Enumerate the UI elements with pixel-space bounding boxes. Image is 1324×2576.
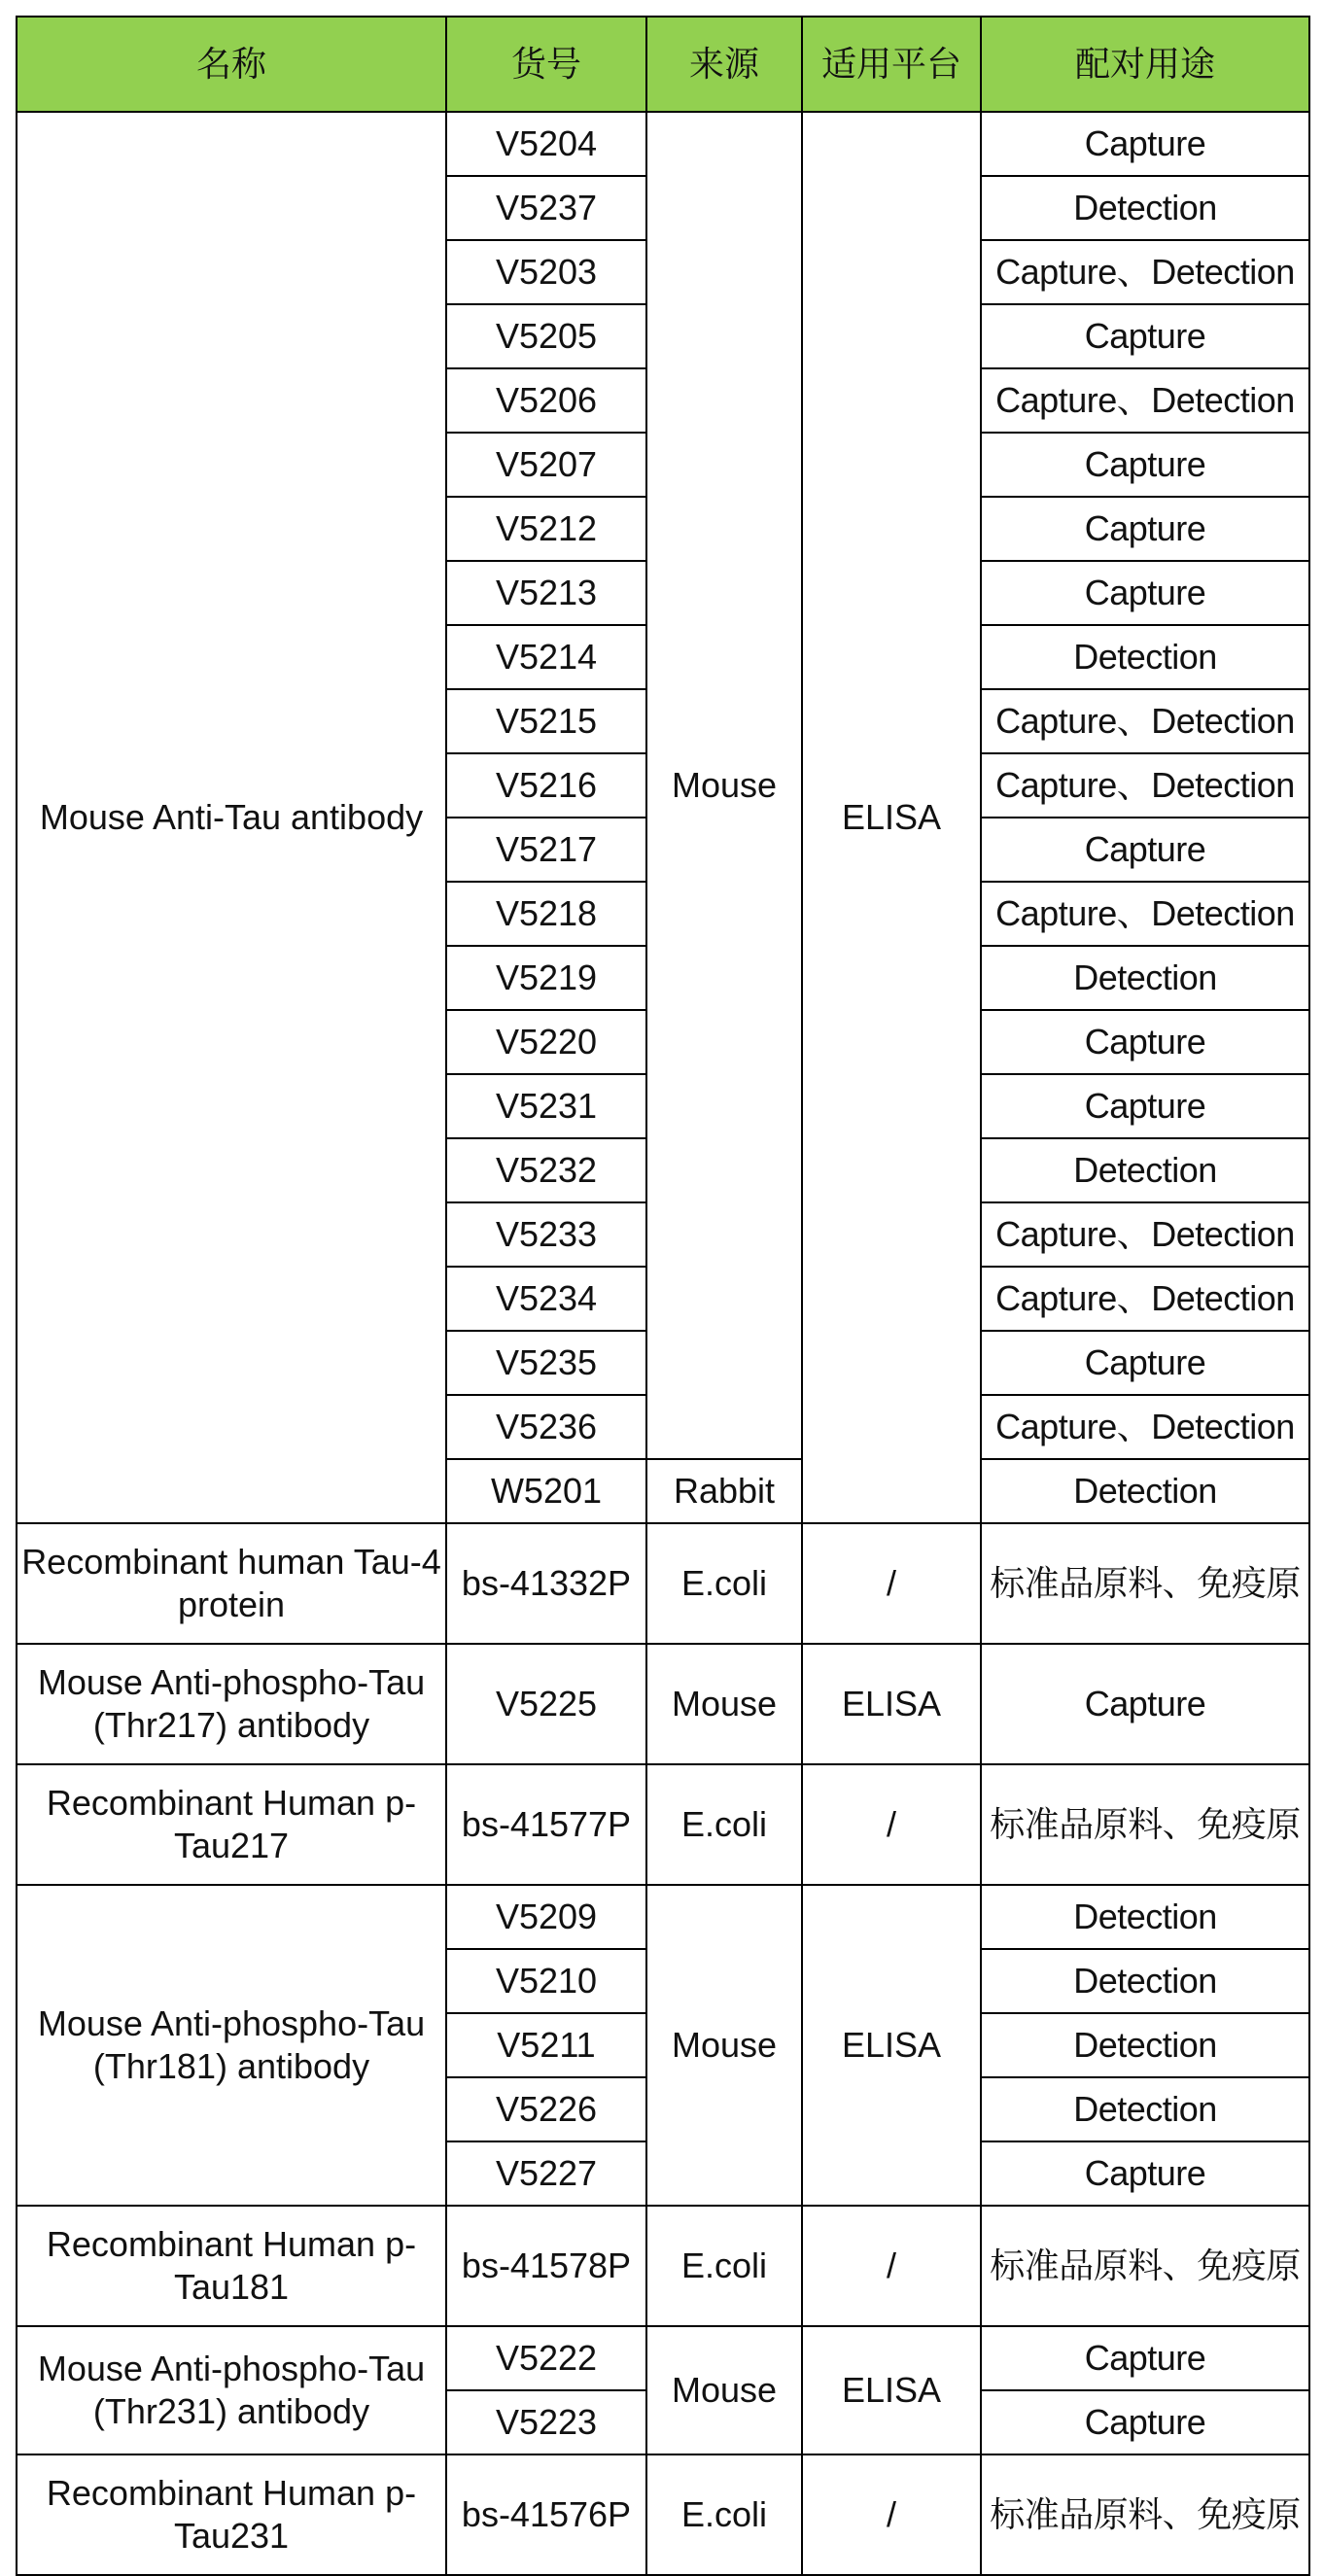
platform-cell: / (802, 1523, 981, 1644)
platform-cell: / (802, 2206, 981, 2326)
purpose-cell: Capture、Detection (981, 1267, 1309, 1331)
catalog-cell: V5231 (446, 1074, 646, 1138)
header-name: 名称 (17, 17, 446, 112)
catalog-cell: V5203 (446, 240, 646, 304)
catalog-cell: V5207 (446, 433, 646, 497)
catalog-cell: V5205 (446, 304, 646, 368)
catalog-cell: V5209 (446, 1885, 646, 1949)
header-purpose: 配对用途 (981, 17, 1309, 112)
purpose-cell: Capture (981, 497, 1309, 561)
catalog-cell: V5237 (446, 176, 646, 240)
catalog-cell: V5222 (446, 2326, 646, 2390)
table-body (17, 112, 1309, 2575)
catalog-cell: V5218 (446, 882, 646, 946)
catalog-cell: V5225 (446, 1644, 646, 1764)
platform-cell: ELISA (802, 2326, 981, 2454)
purpose-cell: Capture、Detection (981, 368, 1309, 433)
product-name-cell: Mouse Anti-Tau antibody (17, 112, 446, 1523)
catalog-cell: V5206 (446, 368, 646, 433)
catalog-cell: V5212 (446, 497, 646, 561)
purpose-cell: Detection (981, 1949, 1309, 2013)
source-cell: Rabbit (646, 1459, 802, 1523)
platform-cell: / (802, 1764, 981, 1885)
purpose-cell: Capture (981, 818, 1309, 882)
purpose-cell: Detection (981, 1885, 1309, 1949)
table-row (17, 2454, 1309, 2575)
table-row (17, 2206, 1309, 2326)
purpose-cell: Capture、Detection (981, 689, 1309, 753)
catalog-cell: V5217 (446, 818, 646, 882)
purpose-cell: Capture (981, 1644, 1309, 1764)
purpose-cell: Detection (981, 1459, 1309, 1523)
purpose-cell: Detection (981, 946, 1309, 1010)
purpose-cell: 标准品原料、免疫原 (981, 1523, 1309, 1644)
purpose-cell: Detection (981, 2077, 1309, 2141)
header-source: 来源 (646, 17, 802, 112)
purpose-cell: Capture、Detection (981, 1202, 1309, 1267)
purpose-cell: Capture (981, 2141, 1309, 2206)
purpose-cell: Capture、Detection (981, 240, 1309, 304)
catalog-cell: V5234 (446, 1267, 646, 1331)
purpose-cell: 标准品原料、免疫原 (981, 2454, 1309, 2575)
purpose-cell: Capture (981, 112, 1309, 176)
catalog-cell: V5204 (446, 112, 646, 176)
catalog-cell: W5201 (446, 1459, 646, 1523)
catalog-cell: V5236 (446, 1395, 646, 1459)
purpose-cell: Capture、Detection (981, 1395, 1309, 1459)
product-name-cell: Mouse Anti-phospho-Tau (Thr231) antibody (17, 2326, 446, 2454)
purpose-cell: 标准品原料、免疫原 (981, 2206, 1309, 2326)
catalog-cell: V5216 (446, 753, 646, 818)
source-cell: E.coli (646, 1523, 802, 1644)
purpose-cell: Capture (981, 2326, 1309, 2390)
purpose-cell: Capture (981, 433, 1309, 497)
platform-cell: ELISA (802, 112, 981, 1523)
source-cell: Mouse (646, 112, 802, 1459)
catalog-cell: V5220 (446, 1010, 646, 1074)
purpose-cell: Capture (981, 561, 1309, 625)
platform-cell: / (802, 2454, 981, 2575)
catalog-cell: V5211 (446, 2013, 646, 2077)
purpose-cell: Detection (981, 176, 1309, 240)
header-row (17, 17, 1309, 112)
purpose-cell: Capture (981, 1331, 1309, 1395)
catalog-cell: V5233 (446, 1202, 646, 1267)
purpose-cell: Capture (981, 304, 1309, 368)
catalog-cell: bs-41578P (446, 2206, 646, 2326)
purpose-cell: Capture (981, 1074, 1309, 1138)
table-row (17, 2326, 1309, 2390)
purpose-cell: Capture (981, 2390, 1309, 2454)
catalog-cell: V5210 (446, 1949, 646, 2013)
product-table (16, 16, 1310, 2576)
purpose-cell: Detection (981, 2013, 1309, 2077)
header-platform: 适用平台 (802, 17, 981, 112)
source-cell: E.coli (646, 2206, 802, 2326)
table-row (17, 1764, 1309, 1885)
catalog-cell: V5226 (446, 2077, 646, 2141)
product-name-cell: Recombinant human Tau-4 protein (17, 1523, 446, 1644)
platform-cell: ELISA (802, 1644, 981, 1764)
catalog-cell: bs-41332P (446, 1523, 646, 1644)
product-name-cell: Recombinant Human p-Tau181 (17, 2206, 446, 2326)
table-row (17, 1885, 1309, 1949)
product-name-cell: Mouse Anti-phospho-Tau (Thr217) antibody (17, 1644, 446, 1764)
source-cell: Mouse (646, 1885, 802, 2206)
table-row (17, 1644, 1309, 1764)
catalog-cell: V5223 (446, 2390, 646, 2454)
product-name-cell: Mouse Anti-phospho-Tau (Thr181) antibody (17, 1885, 446, 2206)
product-name-cell: Recombinant Human p-Tau217 (17, 1764, 446, 1885)
purpose-cell: Detection (981, 1138, 1309, 1202)
source-cell: Mouse (646, 2326, 802, 2454)
purpose-cell: Capture、Detection (981, 882, 1309, 946)
purpose-cell: Detection (981, 625, 1309, 689)
table-row (17, 112, 1309, 176)
catalog-cell: V5232 (446, 1138, 646, 1202)
purpose-cell: 标准品原料、免疫原 (981, 1764, 1309, 1885)
platform-cell: ELISA (802, 1885, 981, 2206)
purpose-cell: Capture、Detection (981, 753, 1309, 818)
catalog-cell: V5227 (446, 2141, 646, 2206)
catalog-cell: bs-41576P (446, 2454, 646, 2575)
purpose-cell: Capture (981, 1010, 1309, 1074)
product-name-cell: Recombinant Human p-Tau231 (17, 2454, 446, 2575)
table-row (17, 1523, 1309, 1644)
catalog-cell: bs-41577P (446, 1764, 646, 1885)
catalog-cell: V5219 (446, 946, 646, 1010)
catalog-cell: V5213 (446, 561, 646, 625)
source-cell: E.coli (646, 1764, 802, 1885)
source-cell: E.coli (646, 2454, 802, 2575)
catalog-cell: V5215 (446, 689, 646, 753)
source-cell: Mouse (646, 1644, 802, 1764)
header-catalog: 货号 (446, 17, 646, 112)
catalog-cell: V5235 (446, 1331, 646, 1395)
table-header (17, 17, 1309, 112)
catalog-cell: V5214 (446, 625, 646, 689)
